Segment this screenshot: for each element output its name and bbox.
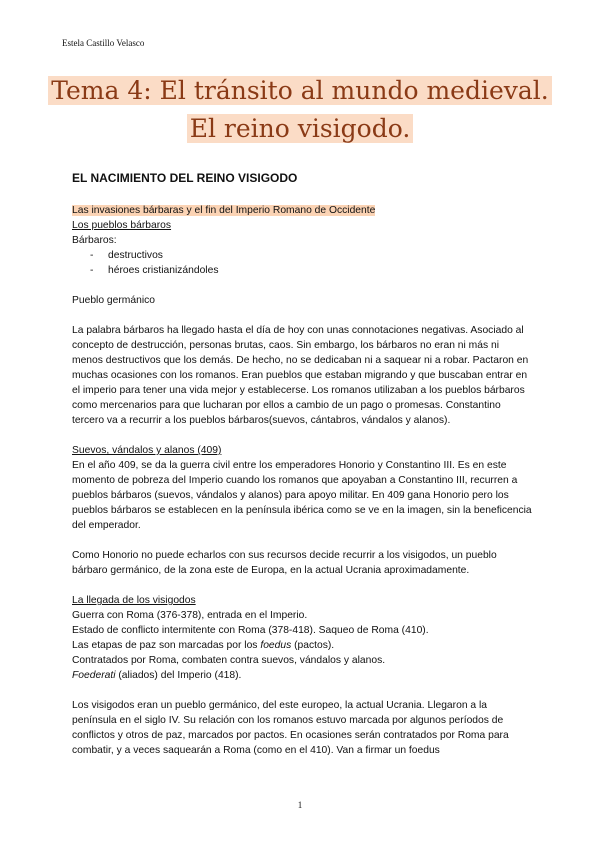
paragraph-3: Como Honorio no puede echarlos con sus recursos decide recurrir a los visigodos, un pueblo bárbaro germánico, de la zona este de Europa, en la actual Ucrania aproximadamente. [72, 550, 497, 576]
suevos-title: Suevos, vándalos y alanos (409) [72, 445, 222, 456]
title-line-1: Tema 4: El tránsito al mundo medieval. [48, 76, 551, 105]
llegada-line-1: Guerra con Roma (376-378), entrada en el Imperio. [72, 610, 308, 621]
page-title [0, 72, 600, 148]
llegada-line-2: Estado de conflicto intermitente con Roma (378-418). Saqueo de Roma (410). [72, 625, 429, 636]
page-number: 1 [297, 800, 303, 810]
document-body [72, 170, 532, 758]
section-heading: EL NACIMIENTO DEL REINO VISIGODO [72, 171, 298, 185]
paragraph-4: Los visigodos eran un pueblo germánico, del este europeo, la actual Ucrania. Llegaron a la península en el siglo IV. Su relación con los romanos estuvo marcada por algunos períodos de conflictos y otros de paz, marcados por pactos. En ocasiones serán contratados por Roma para combatir, y a veces saquearán a Roma (como en el 410). Van a firmar un foedus [72, 700, 509, 756]
author-name: Estela Castillo Velasco [62, 38, 145, 48]
pueblo-germanico: Pueblo germánico [72, 295, 155, 306]
pueblos-title: Los pueblos bárbaros [72, 220, 172, 231]
llegada-line-4: Contratados por Roma, combaten contra suevos, vándalos y alanos. [72, 655, 386, 666]
list-item: - héroes cristianizándoles [72, 263, 532, 278]
subsection-heading: Las invasiones bárbaras y el fin del Imperio Romano de Occidente [72, 205, 376, 216]
barbaros-label: Bárbaros: [72, 235, 117, 246]
title-line-2: El reino visigodo. [187, 114, 414, 143]
barbaros-list [72, 248, 532, 278]
paragraph-2: En el año 409, se da la guerra civil entre los emperadores Honorio y Constantino III. Es en este momento de pobreza del Imperio cuando los romanos que apoyaban a Constantino III, recurren a pueblos bárbaros (suevos, vándalos y alanos) para apoyo militar. En 409 gana Honorio pero los pueblos bárbaros se establecen en la península ibérica como se ve en la imagen, sin la beneficencia del emperador. [72, 460, 532, 531]
paragraph-1: La palabra bárbaros ha llegado hasta el día de hoy con unas connotaciones negativas. Asociado al concepto de destrucción, personas brutas, caos. Sin embargo, los bárbaros no eran ni más ni menos destructivos que los demás. De hecho, no se dedicaban ni a saquear ni a robar. Pactaron en muchas ocasiones con los romanos. Eran pueblos que estaban migrando y que buscaban entrar en el imperio para tener una vida mejor y establecerse. Los romanos utilizaban a los pueblos bárbaros como mercenarios para que lucharan por ellos a cambio de un pago o promesas. Constantino tercero va a recurrir a los pueblos bárbaros(suevos, cántabros, vándalos y alanos). [72, 325, 529, 426]
llegada-title: La llegada de los visigodos [72, 595, 196, 606]
list-item: - destructivos [72, 248, 532, 263]
llegada-line-5: Foederati (aliados) del Imperio (418). [72, 670, 242, 681]
llegada-line-3: Las etapas de paz son marcadas por los foedus (pactos). [72, 640, 335, 651]
